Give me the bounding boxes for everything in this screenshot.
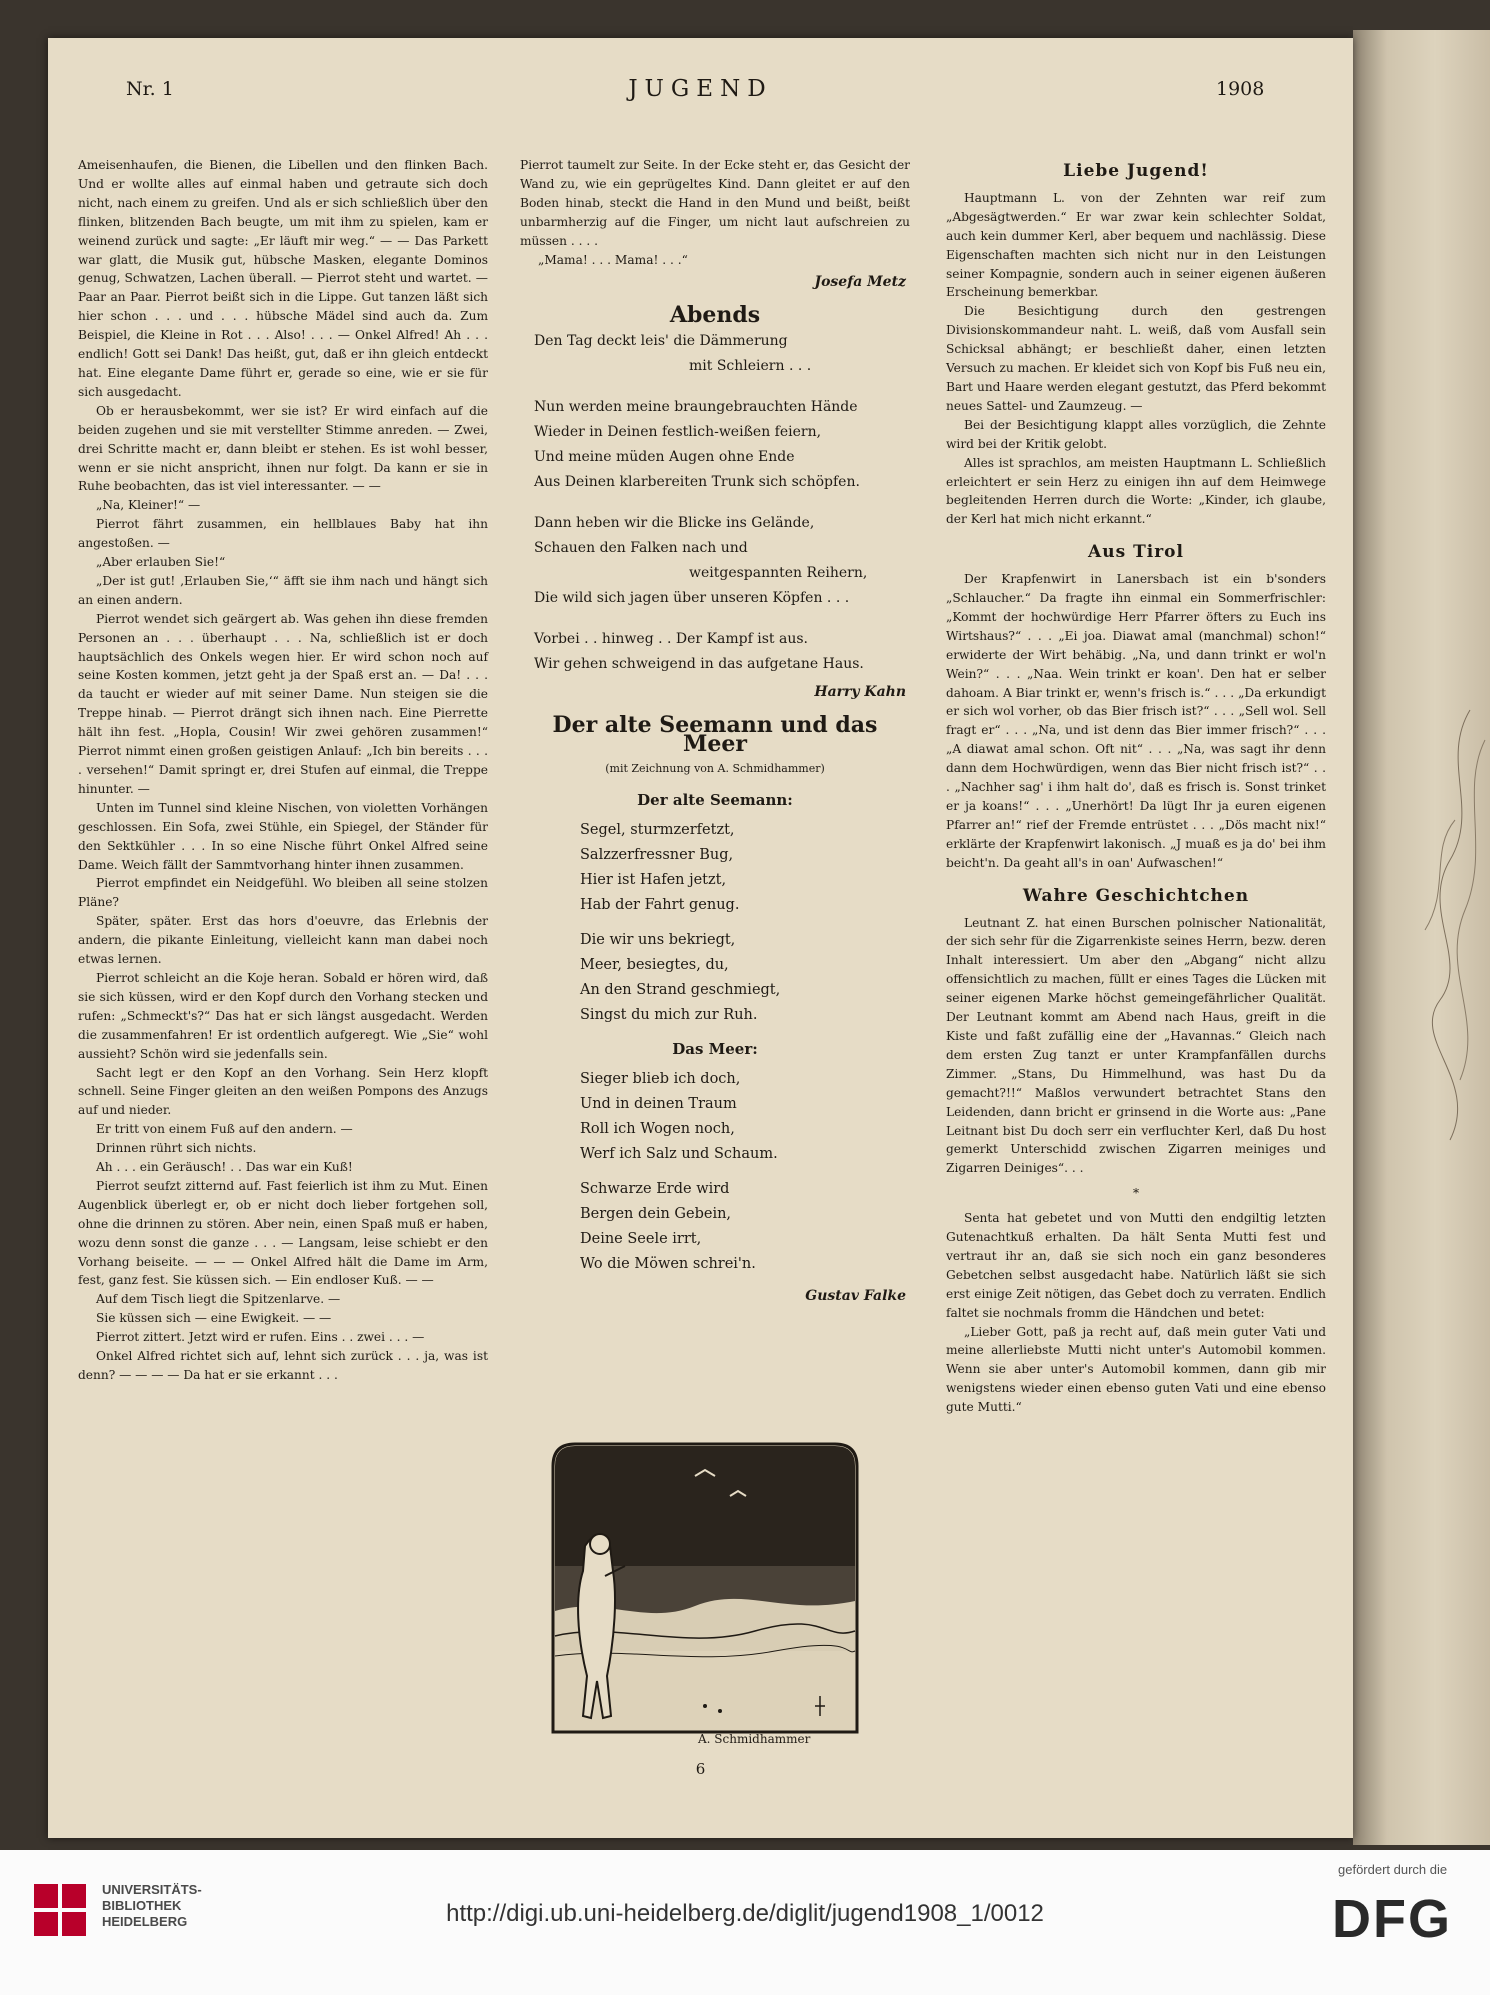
- poem-line: Hab der Fahrt genug.: [580, 896, 740, 913]
- poem-line: Wir gehen schweigend in das aufgetane Haus.: [534, 656, 864, 673]
- poem-stanza: [534, 511, 910, 611]
- paragraph: Ameisenhaufen, die Bienen, die Libellen und den flinken Bach. Und er wollte alles auf einmal haben und getraute sich doch nicht, nach einem zu greifen. Und als er sich schließlich über den flinken, blitzenden Bach beugte, um mit ihm zu spielen, kam er weinend zurück und sagte: „Er läuft mir weg.“ — — Das Parkett war glatt, die Musik gut, hübsche Masken, elegante Dominos genug, Schwatzen, Lachen überall. — Pierrot steht und wartet. — Paar an Paar. Pierrot beißt sich in die Lippe. Gut tanzen läßt sich hier schon . . . und . . . hübsche Mädel sind auch da. Zum Beispiel, die Kleine in Rot . . . Also! . . . — Onkel Alfred! Ah . . . endlich! Gott sei Dank! Das heißt, gut, daß er ihn gleich entdeckt hat. Eine elegante Dame führt er, gerade so eine, wie er sie für sich ausgedacht.: [78, 158, 488, 399]
- paragraph: „Lieber Gott, paß ja recht auf, daß mein guter Vati und meine allerliebste Mutti nicht unter's Automobil kommen. Wenn sie aber unter's Automobil kommen, dann gib mir wenigstens wieder einen ebenso guten Vati und eine ebenso gute Mutti.“: [946, 1324, 1326, 1415]
- magazine-page: [48, 38, 1353, 1838]
- section-title: Liebe Jugend!: [1063, 161, 1209, 181]
- paragraph: Bei der Besichtigung klappt alles vorzüglich, die Zehnte wird bei der Kritik gelobt.: [946, 417, 1326, 451]
- library-name-line: BIBLIOTHEK: [102, 1898, 182, 1913]
- paragraph: Alles ist sprachlos, am meisten Hauptmann L. Schließlich erleichtert er sein Herz zu einigen ihn auf dem Heimwege begleitenden Herren durch die Worte: „Kinder, ich glaube, der Kerl hat mich nicht erkannt.“: [946, 455, 1326, 527]
- viewer-footer: [0, 1850, 1490, 1995]
- paragraph: Er tritt von einem Fuß auf den andern. —: [96, 1122, 353, 1137]
- poem-line: Salzzerfressner Bug,: [580, 846, 734, 863]
- paragraph: Ob er herausbekommt, wer sie ist? Er wird einfach auf die beiden zugehen und sie mit verstellter Stimme anreden. — Zwei, drei Schritte macht er, dann bleibt er stehen. Es ist wohl besser, wenn er sie nicht anspricht, ihnen nur folgt. Da kann er sie in Ruhe beobachten, das ist viel interessanter. — —: [78, 403, 488, 494]
- poem-line: Wieder in Deinen festlich-weißen feiern,: [534, 424, 822, 441]
- poem-line: Und in deinen Traum: [580, 1095, 737, 1112]
- column-left: [78, 156, 488, 1385]
- poem-line: Nun werden meine braungebrauchten Hände: [534, 399, 858, 416]
- paragraph: Pierrot wendet sich geärgert ab. Was gehen ihn diese fremden Personen an . . . überhaupt . . . Na, schließlich ist er doch hauptsächlich des Onkels wegen hier. Er wird schon noch auf seine Kosten kommen, jetzt geht ja der Spaß erst an. — Da! . . . da taucht er wieder auf mit seiner Dame. Nun steigen sie die Treppe hinab. — Pierrot drängt sich ihnen nach. Eine Pierrette hält ihn fest. „Hopla, Cousin! Wir zwei gehören zusammen!“ Pierrot nimmt einen großen geistigen Anlauf: „Ich bin bereits . . . . versehen!“ Damit springt er, drei Stufen auf einmal, die Treppe hinunter. —: [78, 611, 488, 796]
- author-signature: Harry Kahn: [814, 684, 906, 701]
- column-middle: [520, 156, 910, 1312]
- poem-stanza: [534, 627, 910, 677]
- poem-line: Dann heben wir die Blicke ins Gelände,: [534, 515, 815, 532]
- issue-year: 1908: [1216, 78, 1265, 100]
- poem-stanza: [580, 1177, 910, 1277]
- paragraph: Drinnen rührt sich nichts.: [96, 1141, 257, 1156]
- section-title: Aus Tirol: [1088, 542, 1184, 563]
- library-name-line: HEIDELBERG: [102, 1914, 188, 1929]
- paragraph: „Aber erlauben Sie!“: [96, 555, 226, 570]
- poem-line: An den Strand geschmiegt,: [580, 981, 781, 998]
- magazine-title: JUGEND: [628, 76, 773, 102]
- dfg-logo: DFG: [1332, 1889, 1452, 1949]
- paragraph: Sie küssen sich — eine Ewigkeit. — —: [96, 1311, 332, 1326]
- paragraph: Pierrot seufzt zitternd auf. Fast feierlich ist ihm zu Mut. Einen Augenblick überlegt er, ob er nicht doch lieber fortgehen soll, ohne die drinnen zu stören. Aber nein, einen Spaß muß er haben, wozu denn sonst die ganze . . . — Langsam, leise schiebt er den Vorhang beiseite. — — — Onkel Alfred hält die Dame im Arm, fest, ganz fest. Sie küssen sich. — Ein endloser Kuß. — —: [78, 1178, 488, 1288]
- poem-line: Deine Seele irrt,: [580, 1230, 702, 1247]
- poem-line: Schwarze Erde wird: [580, 1180, 730, 1197]
- seaman-illustration: [545, 1436, 865, 1736]
- poem-line: weitgespannten Reihern,: [689, 565, 868, 582]
- poem-line: Werf ich Salz und Schaum.: [580, 1145, 778, 1162]
- poem-line: Den Tag deckt leis' die Dämmerung: [534, 333, 788, 350]
- poem-line: Segel, sturmzerfetzt,: [580, 821, 735, 838]
- paragraph: Onkel Alfred richtet sich auf, lehnt sich zurück . . . ja, was ist denn? — — — — Da hat er sie erkannt . . .: [78, 1349, 488, 1382]
- poem-line: mit Schleiern . . .: [689, 358, 812, 375]
- paragraph: Hauptmann L. von der Zehnten war reif zum „Abgesägtwerden.“ Er war zwar kein schlechter Soldat, auch kein dummer Kerl, aber bequem und nachlässig. Diese Eigenschaften machten sich nicht nur in den Leistungen seiner Kompagnie, sondern auch in seiner eigenen äußeren Erscheinung bemerkbar.: [946, 190, 1326, 300]
- poem-line: Roll ich Wogen noch,: [580, 1120, 735, 1137]
- poem-line: Die wir uns bekriegt,: [580, 931, 736, 948]
- paragraph: Später, später. Erst das hors d'oeuvre, das Erlebnis der andern, die pikante Einleitung, vielleicht kann man dabei noch etwas lernen.: [78, 914, 488, 967]
- section-heading: Das Meer:: [672, 1039, 758, 1058]
- poem-stanza: [534, 329, 910, 379]
- poem-line: Hier ist Hafen jetzt,: [580, 871, 727, 888]
- paragraph: Leutnant Z. hat einen Burschen polnischer Nationalität, der sich sehr für die Zigarrenkiste seines Herrn, bezw. deren Inhalt interessiert. Um aber den „Abgang“ nicht allzu offensichtlich zu machen, füllt er eines Tages die Lücken mit seiner eigenen Marke höchst gemeingefährlicher Qualität. Der Leutnant kommt am Abend nach Haus, greift in die Kiste und faßt zufällig eine der „Havannas.“ Gleich nach dem ersten Zug tanzt er unter Krampfanfällen durchs Zimmer. „Stans, Du Himmelhund, was hast Du da gemacht?!!“ Maßlos verwundert betrachtet Stans den Leidenden, dann bricht er grinsend in die Worte aus: „Pane Leitnant bist Du doch serr ein verfluchter Kerl, daß Du host gemerkt Unterschidd zwischen Zigarren meiniges und Zigarren Deiniges“. . .: [946, 915, 1326, 1176]
- poem-subtitle: (mit Zeichnung von A. Schmidhammer): [605, 761, 825, 775]
- poem-meer: [520, 1067, 910, 1277]
- funding-label: gefördert durch die: [1338, 1862, 1448, 1877]
- poem-line: Wo die Möwen schrei'n.: [580, 1255, 756, 1272]
- section-heading: Der alte Seemann:: [637, 790, 793, 809]
- paragraph: „Na, Kleiner!“ —: [96, 498, 201, 513]
- poem-line: Schauen den Falken nach und: [534, 540, 748, 557]
- poem-line: Sieger blieb ich doch,: [580, 1070, 741, 1087]
- adjacent-page-sketch: [1410, 700, 1490, 1220]
- column-right: [946, 156, 1326, 1417]
- section-title: Wahre Geschichtchen: [1022, 885, 1250, 906]
- poem-line: Vorbei . . hinweg . . Der Kampf ist aus.: [534, 631, 808, 648]
- paragraph: Der Krapfenwirt in Lanersbach ist ein b'sonders „Schlaucher.“ Da fragte ihn einmal ein Sommerfrischler: „Kommt der hochwürdige Herr Pfarrer öfters zu Euch ins Wirtshaus?“ . . . „Ei joa. Diawat amal (manchmal) schon!“ erwiderte der Wirt behäbig. „Na, und dann trinkt er wol'n Wein?“ . . . „Naa. Wein trinkt er koan'. Den hat er selber dahoam. A Biar trinkt er, wenn's frisch is.“ . . . „Da erkundigt er sich wol vorher, ob das Bier frisch ist?“ . . . „Sell wol. Sell fragt er“ . . . „Na, und ist denn das Bier immer frisch?“ . . . „A diawat amal schon. Oft nit“ . . . „Na, was sagt ihr denn dann dem Hochwürdigen, wenn das Bier nicht frisch ist?“ . . . „Nachher sag' i ihm halt do', daß es frisch is. Sonst trinket er ja koans!“ . . . „Unerhört! Da lügt Ihr ja euren eigenen Pfarrer an!“ rief der Fremde entrüstet . . . „Dös macht nix!“ erklärte der Krapfenwirt lakonisch. „J muaß es ja do' bei ihm beicht'n. Da geaht all's in oan' Aufwaschen!“: [946, 572, 1326, 870]
- paragraph: Pierrot empfindet ein Neidgefühl. Wo bleiben all seine stolzen Pläne?: [78, 876, 488, 910]
- paragraph: Pierrot taumelt zur Seite. In der Ecke steht er, das Gesicht der Wand zu, wie ein geprügeltes Kind. Dann gleitet er auf den Boden hinab, steckt die Hand in den Mund und beißt, beißt unbarmherzig auf die Finger, um nicht laut aufschreien zu müssen . . . .: [520, 158, 910, 248]
- poem-seemann: [520, 818, 910, 1028]
- poem-stanza: [534, 395, 910, 495]
- poem-line: Die wild sich jagen über unseren Köpfen . . .: [534, 590, 850, 607]
- paragraph: Sacht legt er den Kopf an den Vorhang. Sein Herz klopft schnell. Seine Finger gleiten an den weißen Pompons des Anzugs auf und nieder.: [78, 1065, 488, 1118]
- poem-stanza: [580, 928, 910, 1028]
- poem-line: Bergen dein Gebein,: [580, 1205, 732, 1222]
- poem-stanza: [580, 818, 910, 918]
- library-name-line: UNIVERSITÄTS-: [102, 1882, 202, 1897]
- poem-abends: [520, 329, 910, 677]
- page-header: [48, 38, 1353, 102]
- paragraph: Die Besichtigung durch den gestrengen Divisionskommandeur naht. L. weiß, daß vom Ausfall sein Schicksal abhängt; er beschließt daher, einen letzten Versuch zu machen. Er kleidet sich von Kopf bis Fuß neu ein, Bart und Haare werden elegant gestutzt, das Pferd bekommt neues Sattel- und Zaumzeug. —: [946, 304, 1326, 413]
- paragraph: Senta hat gebetet und von Mutti den endgiltig letzten Gutenachtkuß erhalten. Da hält Senta Mutti fest und vertraut ihr an, daß sie sich noch ein ganz besonderes Gebetchen selbst ausgedacht habe. Natürlich läßt sie sich erst einige Zeit nötigen, das Gebet doch zu verraten. Endlich faltet sie nochmals fromm die Händchen und betet:: [946, 1211, 1326, 1320]
- paragraph: Pierrot zittert. Jetzt wird er rufen. Eins . . zwei . . . —: [96, 1330, 425, 1345]
- poem-stanza: [580, 1067, 910, 1167]
- poem-line: Aus Deinen klarbereiten Trunk sich schöpfen.: [534, 474, 860, 491]
- issue-number: Nr. 1: [126, 78, 174, 100]
- author-signature: Gustav Falke: [805, 1287, 906, 1304]
- author-signature: Josefa Metz: [814, 274, 906, 291]
- separator-asterisk: *: [1132, 1186, 1140, 1201]
- paragraph: Auf dem Tisch liegt die Spitzenlarve. —: [96, 1292, 341, 1307]
- paragraph: „Mama! . . . Mama! . . .“: [538, 252, 688, 267]
- poem-line: Und meine müden Augen ohne Ende: [534, 449, 795, 466]
- permalink-url[interactable]: http://digi.ub.uni-heidelberg.de/diglit/jugend1908_1/0012: [446, 1900, 1044, 1927]
- illustration-caption: A. Schmidhammer: [698, 1732, 811, 1746]
- paragraph: Ah . . . ein Geräusch! . . Das war ein Kuß!: [96, 1160, 353, 1175]
- poem-line: Singst du mich zur Ruh.: [580, 1006, 758, 1023]
- poem-title: Der alte Seemann und das Meer: [552, 712, 878, 758]
- paragraph: Pierrot schleicht an die Koje heran. Sobald er hören wird, daß sie sich küssen, wird er den Kopf durch den Vorhang stecken und rufen: „Schmeckt's?“ Das hat er sich längst ausgedacht. Werden die zusammenfahren! Er ist ordentlich aufgeregt. Wie „Sie“ wohl aussieht? Schön wird sie jedenfalls sein.: [78, 970, 488, 1061]
- paragraph: „Der ist gut! ‚Erlauben Sie,‘“ äfft sie ihm nach und hängt sich an einen andern.: [78, 573, 488, 607]
- poem-line: Meer, besiegtes, du,: [580, 956, 729, 973]
- page-number: 6: [695, 1760, 706, 1778]
- paragraph: Unten im Tunnel sind kleine Nischen, von violetten Vorhängen geschlossen. Ein Sofa, zwei Stühle, ein Spiegel, der Ständer für den Sektkühler . . . In so eine Nische führt Onkel Alfred seine Dame. Weich fällt der Sammtvorhang hinter ihnen zusammen.: [78, 800, 488, 872]
- poem-title: Abends: [669, 302, 761, 329]
- paragraph: Pierrot fährt zusammen, ein hellblaues Baby hat ihn angestoßen. —: [78, 517, 488, 551]
